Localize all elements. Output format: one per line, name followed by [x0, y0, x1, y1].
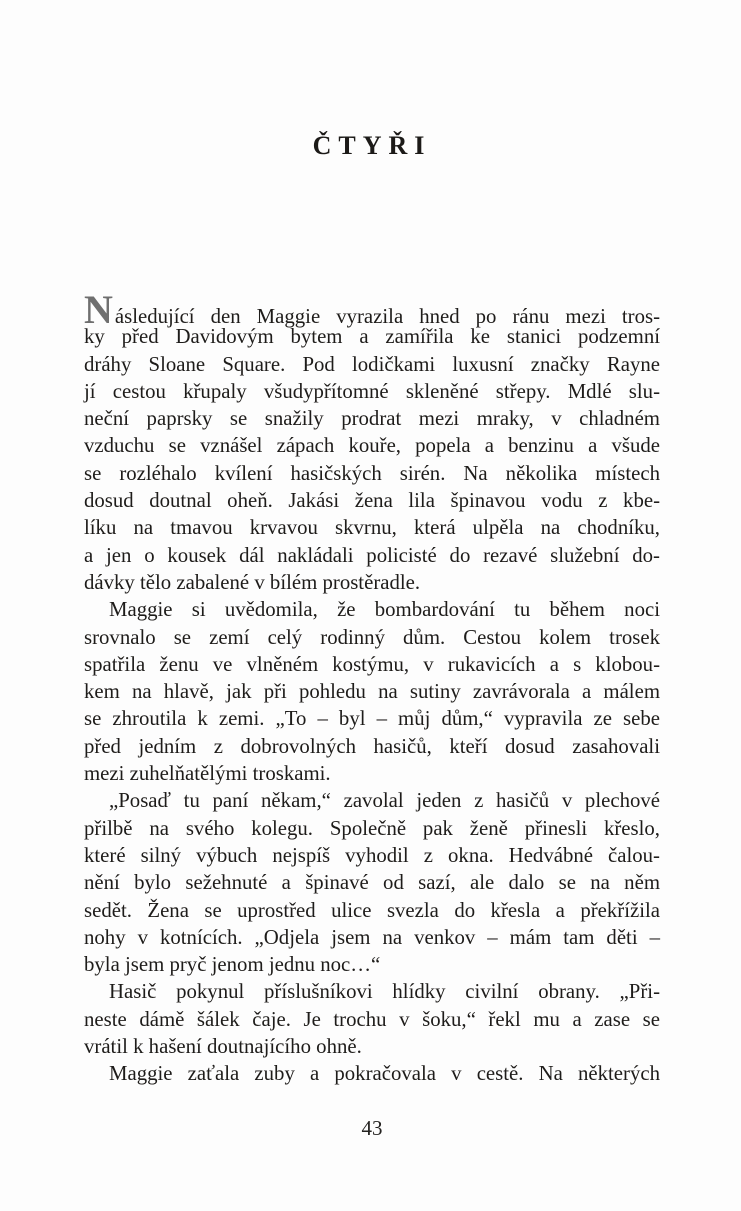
body-text	[84, 287, 660, 1088]
text-line: mezi zuhelňatělými troskami.	[84, 762, 331, 786]
paragraph	[84, 1060, 660, 1087]
text-line: „Posaď tu paní někam,“ zavolal jeden z hasičů v plechové	[109, 789, 660, 813]
paragraph	[84, 787, 660, 978]
paragraph	[84, 596, 660, 787]
text-line: nohy v kotnících. „Odjela jsem na venkov – mám tam děti –	[84, 925, 660, 949]
text-line: Hasič pokynul příslušníkovi hlídky civilní obrany. „Při-	[109, 980, 660, 1004]
text-line: jí cestou křupaly všudypřítomné skleněné střepy. Mdlé slu-	[84, 379, 660, 403]
text-line: sedět. Žena se uprostřed ulice svezla do křesla a překřížila	[84, 898, 660, 922]
text-line: kem na hlavě, jak při pohledu na sutiny zavrávorala a málem	[84, 680, 660, 704]
text-line: nění bylo sežehnuté a špinavé od sazí, ale dalo se na něm	[84, 871, 660, 895]
page-number: 43	[361, 1116, 383, 1140]
text-line: líku na tmavou krvavou skvrnu, která ulpěla na chodníku,	[84, 516, 660, 540]
text-line: vzduchu se vznášel zápach kouře, popela a benzinu a všude	[84, 434, 660, 458]
text-line: srovnalo se zemí celý rodinný dům. Cestou kolem trosek	[84, 625, 660, 649]
paragraph	[84, 978, 660, 1060]
text-line: se zhroutila k zemi. „To – byl – můj dům,“ vypravila ze sebe	[84, 707, 660, 731]
text-line: se rozléhalo kvílení hasičských sirén. Na několika místech	[84, 461, 660, 485]
text-line: dosud doutnal oheň. Jakási žena lila špinavou vodu z kbe-	[84, 489, 660, 513]
text-line: před jedním z dobrovolných hasičů, kteří dosud zasahovali	[84, 734, 660, 758]
text-line: spatřila ženu ve vlněném kostýmu, v rukavicích a s klobou-	[84, 652, 660, 676]
text-line: neční paprsky se snažily prodrat mezi mraky, v chladném	[84, 407, 660, 431]
text-line: přilbě na svého kolegu. Společně pak ženě přinesli křeslo,	[84, 816, 660, 840]
text-line: dávky tělo zabalené v bílém prostěradle.	[84, 570, 421, 594]
text-line: Maggie zaťala zuby a pokračovala v cestě. Na některých	[109, 1062, 660, 1086]
text-line: Následující den Maggie vyrazila hned po ránu mezi tros-	[84, 287, 660, 332]
text-line: které silný výbuch nejspíš vyhodil z okna. Hedvábné čalou-	[84, 843, 660, 867]
text-line: byla jsem pryč jenom jednu noc…“	[84, 953, 381, 977]
paragraph	[84, 287, 660, 596]
text-line: ky před Davidovým bytem a zamířila ke stanici podzemní	[84, 325, 660, 349]
text-line: neste dámě šálek čaje. Je trochu v šoku,“ řekl mu a zase se	[84, 1007, 660, 1031]
chapter-title: ČTYŘI	[312, 131, 432, 160]
text-line: a jen o kousek dál nakládali policisté do rezavé služební do-	[84, 543, 660, 567]
drop-cap: N	[84, 287, 113, 332]
text-line: dráhy Sloane Square. Pod lodičkami luxusní značky Rayne	[84, 352, 660, 376]
text-line: vrátil k hašení doutnajícího ohně.	[84, 1035, 362, 1059]
text-line: Maggie si uvědomila, že bombardování tu během noci	[109, 598, 660, 622]
